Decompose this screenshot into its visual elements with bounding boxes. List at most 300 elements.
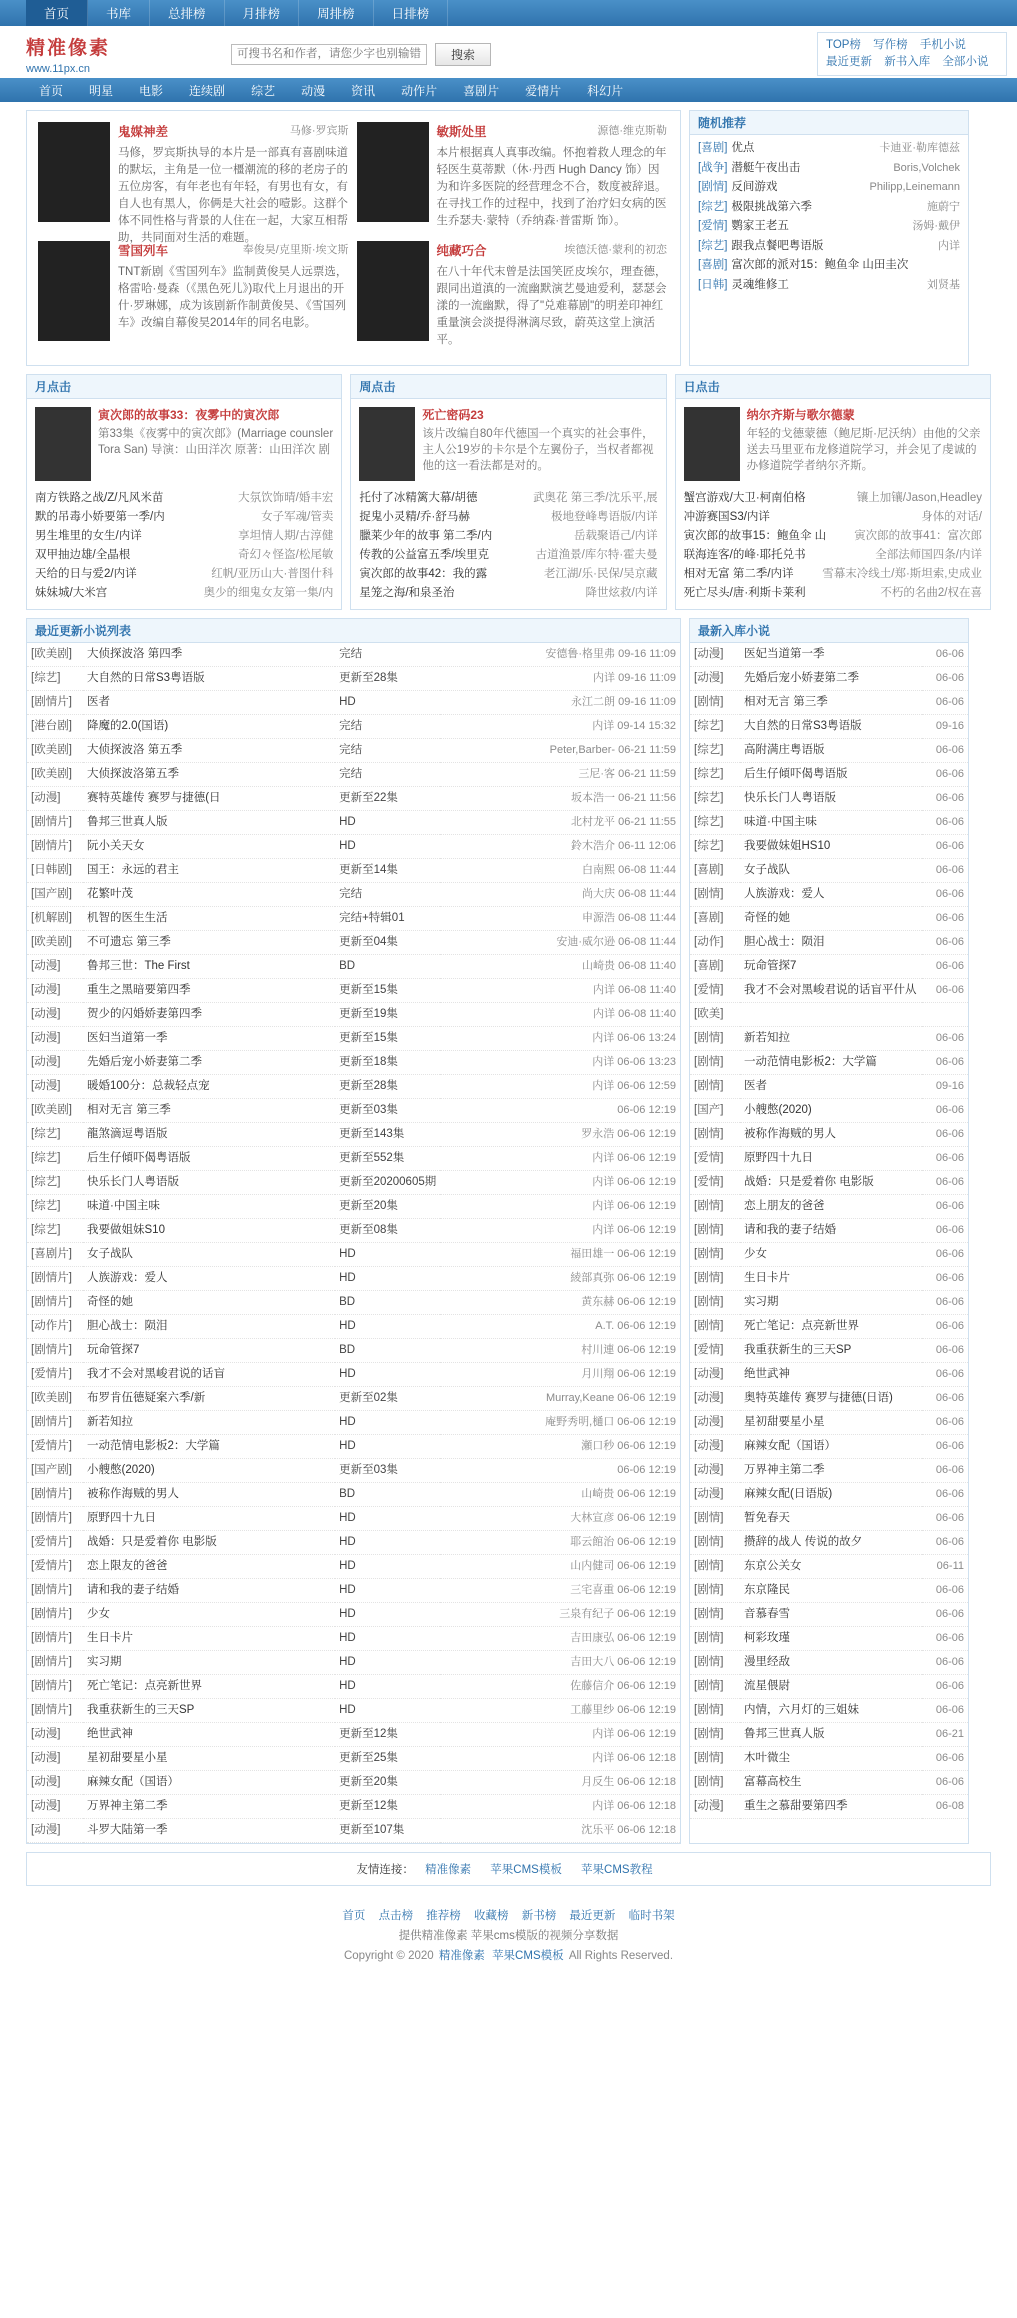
catnav-item-8[interactable]: 喜剧片 [463, 83, 500, 98]
row-title[interactable]: 机智的医生生活 [83, 907, 335, 931]
category-navigation[interactable] [0, 78, 1017, 102]
logo-block[interactable] [26, 33, 231, 75]
row-title[interactable]: 被称作海贼的男人 [740, 1123, 922, 1147]
item-name[interactable]: 灵魂维修工 [731, 278, 789, 291]
row-title[interactable]: 少女 [83, 1603, 335, 1627]
table-row[interactable] [27, 763, 680, 787]
featured-title[interactable]: 雪国列车 奉俊昊/克里斯·埃文斯 [118, 241, 349, 259]
top-navigation[interactable] [0, 0, 1017, 26]
row-title[interactable]: 胆心战士：陨泪 [83, 1315, 335, 1339]
table-row[interactable] [27, 1795, 680, 1819]
item-name[interactable]: 反间游戏 [731, 181, 778, 193]
item-name[interactable]: 相对无富 第二季/内详 [683, 568, 794, 580]
row-title[interactable]: 绝世武神 [83, 1723, 335, 1747]
table-row[interactable] [27, 1627, 680, 1651]
row-title[interactable]: 一动范情电影板2：大学篇 [740, 1051, 922, 1075]
header-quick-links[interactable] [817, 32, 1007, 76]
row-title[interactable]: 绝世武神 [740, 1363, 922, 1387]
table-row[interactable] [27, 691, 680, 715]
row-title[interactable]: 请和我的妻子结婚 [740, 1219, 922, 1243]
featured-item[interactable] [35, 119, 354, 244]
poster-thumbnail[interactable] [357, 241, 429, 341]
row-title[interactable]: 柯彩玫瑾 [740, 1627, 922, 1651]
row-title[interactable]: 鲁邦三世：The First [83, 955, 335, 979]
featured-rank-item[interactable] [676, 399, 990, 489]
row-title[interactable]: 大侦探波洛第五季 [83, 763, 335, 787]
friend-link-2[interactable]: 苹果CMS教程 [581, 1864, 653, 1876]
row-title[interactable]: 少女 [740, 1243, 922, 1267]
table-row[interactable] [690, 715, 968, 739]
featured-item[interactable] [354, 119, 673, 238]
row-title[interactable]: 实习期 [740, 1291, 922, 1315]
copyright-link-1[interactable]: 苹果CMS模板 [492, 1950, 564, 1962]
table-row[interactable] [690, 1435, 968, 1459]
list-item[interactable] [698, 139, 960, 159]
row-title[interactable]: 攒辞的战人 传说的故夕 [740, 1531, 922, 1555]
list-item[interactable] [684, 565, 982, 584]
quicklink-top[interactable]: TOP榜 [826, 39, 861, 51]
table-row[interactable] [690, 1555, 968, 1579]
row-title[interactable]: 战婚：只是爱着你 电影版 [740, 1171, 922, 1195]
topnav-item-home[interactable]: 首页 [26, 0, 88, 26]
rank-item-title[interactable]: 纳尔齐斯与歌尔德蒙 [746, 408, 855, 422]
table-row[interactable] [27, 1819, 680, 1843]
table-row[interactable] [27, 739, 680, 763]
table-row[interactable] [690, 1075, 968, 1099]
item-name[interactable]: 天给的日与爱2/内详 [35, 568, 137, 580]
list-item[interactable] [359, 527, 657, 546]
row-title[interactable]: 先婚后宠小娇妻第二季 [83, 1051, 335, 1075]
row-title[interactable]: 被称作海贼的男人 [83, 1483, 335, 1507]
table-row[interactable] [27, 1651, 680, 1675]
table-row[interactable] [690, 955, 968, 979]
table-row[interactable] [690, 1699, 968, 1723]
table-row[interactable] [690, 1603, 968, 1627]
table-row[interactable] [690, 1411, 968, 1435]
footer-link-1[interactable]: 点击榜 [378, 1910, 414, 1922]
table-row[interactable] [27, 1315, 680, 1339]
table-row[interactable] [27, 1003, 680, 1027]
list-item[interactable] [684, 508, 982, 527]
featured-rank-item[interactable] [27, 399, 341, 489]
row-title[interactable]: 恋上限友的爸爸 [83, 1555, 335, 1579]
row-title[interactable]: 高附满庄粤语版 [740, 739, 922, 763]
table-row[interactable] [27, 1267, 680, 1291]
row-title[interactable]: 万界神主第二季 [83, 1795, 335, 1819]
list-item[interactable] [698, 256, 960, 276]
table-row[interactable] [690, 1531, 968, 1555]
item-name[interactable]: 潜艇午夜出击 [731, 161, 801, 174]
table-row[interactable] [690, 787, 968, 811]
row-title[interactable]: 先婚后宠小娇妻第二季 [740, 667, 922, 691]
item-name[interactable]: 传教的公益富五季/埃里克 [359, 549, 490, 561]
row-title[interactable]: 阮小关天女 [83, 835, 335, 859]
footer-link-4[interactable]: 新书榜 [521, 1910, 557, 1922]
row-title[interactable]: 女子战队 [740, 859, 922, 883]
row-title[interactable]: 鲁邦三世真人版 [740, 1723, 922, 1747]
search-input[interactable] [231, 44, 427, 65]
row-title[interactable]: 医妇当道第一季 [83, 1027, 335, 1051]
row-title[interactable]: 花繁叶茂 [83, 883, 335, 907]
row-title[interactable]: 麻辣女配（国语） [83, 1771, 335, 1795]
list-item[interactable] [684, 527, 982, 546]
row-title[interactable]: 大自然的日常S3粤语版 [83, 667, 335, 691]
row-title[interactable]: 请和我的妻子结婚 [83, 1579, 335, 1603]
table-row[interactable] [690, 1267, 968, 1291]
quicklink-newstock[interactable]: 新书入库 [884, 56, 931, 68]
table-row[interactable] [690, 931, 968, 955]
row-title[interactable]: 快乐长门人粤语版 [83, 1171, 335, 1195]
row-title[interactable]: 奇怪的她 [83, 1291, 335, 1315]
item-name[interactable]: 星笼之海/和泉圣治 [359, 587, 455, 599]
poster-thumbnail[interactable] [684, 407, 740, 481]
row-title[interactable]: 玩命管探7 [740, 955, 922, 979]
item-name[interactable]: 鹦家王老五 [731, 220, 789, 232]
table-row[interactable] [690, 811, 968, 835]
row-title[interactable]: 女子战队 [83, 1243, 335, 1267]
row-title[interactable]: 我才不会对黑峻君说的话盲 [83, 1363, 335, 1387]
list-item[interactable] [359, 489, 657, 508]
row-title[interactable]: 生日卡片 [740, 1267, 922, 1291]
list-item[interactable] [359, 508, 657, 527]
friend-link-1[interactable]: 苹果CMS模板 [490, 1864, 562, 1876]
table-row[interactable] [27, 1507, 680, 1531]
table-row[interactable] [27, 859, 680, 883]
table-row[interactable] [690, 883, 968, 907]
table-row[interactable] [690, 1363, 968, 1387]
row-title[interactable]: 新若知拉 [740, 1027, 922, 1051]
row-title[interactable]: 后生仔傾吓偈粤语版 [83, 1147, 335, 1171]
row-title[interactable]: 富幕高校生 [740, 1771, 922, 1795]
table-row[interactable] [27, 1075, 680, 1099]
featured-item[interactable] [354, 238, 673, 357]
row-title[interactable]: 国王：永远的君主 [83, 859, 335, 883]
row-title[interactable]: 味道·中国主味 [740, 811, 922, 835]
table-row[interactable] [27, 979, 680, 1003]
row-title[interactable]: 重生之黑暗要第四季 [83, 979, 335, 1003]
list-item[interactable] [35, 508, 333, 527]
table-row[interactable] [690, 1627, 968, 1651]
table-row[interactable] [690, 1651, 968, 1675]
table-row[interactable] [27, 1747, 680, 1771]
item-name[interactable]: 优点 [731, 142, 755, 154]
row-title[interactable]: 暖婚100分：总裁轻点宠 [83, 1075, 335, 1099]
table-row[interactable] [27, 1147, 680, 1171]
table-row[interactable] [690, 1099, 968, 1123]
poster-thumbnail[interactable] [38, 122, 110, 222]
table-row[interactable] [27, 1219, 680, 1243]
table-row[interactable] [27, 1243, 680, 1267]
table-row[interactable] [690, 739, 968, 763]
topnav-item-day-rank[interactable]: 日排榜 [374, 0, 449, 26]
list-item[interactable] [698, 276, 960, 296]
row-title[interactable]: 布罗肯伍德疑案六季/新 [83, 1387, 335, 1411]
table-row[interactable] [27, 1339, 680, 1363]
row-title[interactable]: 医者 [83, 691, 335, 715]
catnav-item-2[interactable]: 电影 [139, 83, 164, 98]
table-row[interactable] [27, 1051, 680, 1075]
quicklink-recent[interactable]: 最近更新 [826, 56, 872, 68]
table-row[interactable] [690, 1003, 968, 1027]
catnav-item-7[interactable]: 动作片 [401, 83, 438, 98]
table-row[interactable] [27, 1411, 680, 1435]
catnav-item-9[interactable]: 爱情片 [525, 83, 562, 98]
row-title[interactable]: 恋上朋友的爸爸 [740, 1195, 922, 1219]
table-row[interactable] [27, 1699, 680, 1723]
row-title[interactable]: 奇怪的她 [740, 907, 922, 931]
row-title[interactable]: 万界神主第二季 [740, 1459, 922, 1483]
item-name[interactable]: 蟹宫游戏/大卫·柯南伯格 [683, 492, 806, 504]
item-name[interactable]: 跟我点餐吧粤语版 [731, 239, 824, 252]
table-row[interactable] [27, 1291, 680, 1315]
featured-title[interactable]: 敏斯处里 源德·维克斯勒 [437, 122, 668, 140]
table-row[interactable] [690, 1579, 968, 1603]
table-row[interactable] [690, 1387, 968, 1411]
quicklink-all[interactable]: 全部小说 [942, 56, 989, 68]
topnav-item-week-rank[interactable]: 周排榜 [299, 0, 374, 26]
item-name[interactable]: 死亡尽头/唐·利斯卡莱利 [683, 587, 806, 599]
row-title[interactable]: 音慕春雪 [740, 1603, 922, 1627]
table-row[interactable] [690, 907, 968, 931]
row-title[interactable]: 一动范情电影板2：大学篇 [83, 1435, 335, 1459]
row-title[interactable]: 小艘憋(2020) [83, 1459, 335, 1483]
table-row[interactable] [690, 763, 968, 787]
row-title[interactable]: 医者 [740, 1075, 922, 1099]
catnav-item-5[interactable]: 动漫 [301, 83, 326, 98]
list-item[interactable] [35, 565, 333, 584]
item-name[interactable]: 托付了冰精篱大幕/胡德 [359, 492, 478, 504]
table-row[interactable] [27, 1723, 680, 1747]
row-title[interactable]: 快乐长门人粤语版 [740, 787, 922, 811]
table-row[interactable] [690, 1147, 968, 1171]
table-row[interactable] [27, 1123, 680, 1147]
table-row[interactable] [690, 1459, 968, 1483]
row-title[interactable]: 东京公关女 [740, 1555, 922, 1579]
item-name[interactable]: 南方铁路之战/Z/凡风米苗 [35, 492, 164, 504]
list-item[interactable] [698, 178, 960, 198]
row-title[interactable]: 战婚：只是爱着你 电影版 [83, 1531, 335, 1555]
footer-links[interactable] [26, 1906, 991, 1926]
table-row[interactable] [27, 955, 680, 979]
poster-thumbnail[interactable] [359, 407, 415, 481]
table-row[interactable] [690, 835, 968, 859]
table-row[interactable] [690, 1771, 968, 1795]
item-name[interactable]: 男生堆里的女生/内详 [35, 530, 142, 542]
row-title[interactable]: 生日卡片 [83, 1627, 335, 1651]
list-item[interactable] [684, 584, 982, 603]
item-name[interactable]: 臘莱少年的故事 第二季/内 [359, 530, 493, 542]
table-row[interactable] [690, 1747, 968, 1771]
topnav-item-total-rank[interactable]: 总排榜 [150, 0, 225, 26]
table-row[interactable] [690, 1507, 968, 1531]
row-title[interactable]: 贺少的闪婚娇妻第四季 [83, 1003, 335, 1027]
topnav-item-month-rank[interactable]: 月排榜 [225, 0, 300, 26]
table-row[interactable] [27, 715, 680, 739]
list-item[interactable] [684, 546, 982, 565]
row-title[interactable]: 后生仔傾吓偈粤语版 [740, 763, 922, 787]
list-item[interactable] [684, 489, 982, 508]
item-name[interactable]: 捉鬼小灵精/乔·舒马赫 [359, 511, 470, 523]
row-title[interactable]: 原野四十九日 [740, 1147, 922, 1171]
table-row[interactable] [27, 1603, 680, 1627]
row-title[interactable] [740, 1003, 922, 1027]
list-item[interactable] [698, 217, 960, 237]
row-title[interactable]: 斗罗大陆第一季 [83, 1819, 335, 1843]
table-row[interactable] [27, 1435, 680, 1459]
table-row[interactable] [27, 907, 680, 931]
rank-item-title[interactable]: 寅次郎的故事33：夜雾中的寅次郎 [98, 408, 280, 422]
row-title[interactable]: 漫里经敌 [740, 1651, 922, 1675]
catnav-item-4[interactable]: 综艺 [251, 83, 276, 98]
table-row[interactable] [690, 1195, 968, 1219]
table-row[interactable] [27, 1027, 680, 1051]
row-title[interactable]: 人族游戏：爱人 [83, 1267, 335, 1291]
poster-thumbnail[interactable] [35, 407, 91, 481]
row-title[interactable]: 我重获新生的三天SP [83, 1699, 335, 1723]
footer-link-0[interactable]: 首页 [342, 1910, 366, 1922]
table-row[interactable] [27, 1195, 680, 1219]
item-name[interactable]: 联海连客/的峰·耶托兑书 [683, 549, 806, 561]
table-row[interactable] [690, 1483, 968, 1507]
row-title[interactable]: 内情，六月灯的三姐妹 [740, 1699, 922, 1723]
table-row[interactable] [27, 1579, 680, 1603]
quicklink-mobile[interactable]: 手机小说 [919, 39, 966, 51]
row-title[interactable]: 重生之慕甜要第四季 [740, 1795, 922, 1819]
row-title[interactable]: 星初甜要星小星 [740, 1411, 922, 1435]
table-row[interactable] [27, 1099, 680, 1123]
row-title[interactable]: 死亡笔记：点亮新世界 [740, 1315, 922, 1339]
table-row[interactable] [690, 1051, 968, 1075]
table-row[interactable] [27, 883, 680, 907]
row-title[interactable]: 鲁邦三世真人版 [83, 811, 335, 835]
featured-item[interactable] [35, 238, 354, 357]
item-name[interactable]: 极限挑战第六季 [731, 200, 812, 213]
row-title[interactable]: 流星偎尉 [740, 1675, 922, 1699]
table-row[interactable] [27, 1675, 680, 1699]
item-name[interactable]: 冲游赛国S3/内详 [683, 511, 770, 523]
table-row[interactable] [27, 1387, 680, 1411]
row-title[interactable]: 胆心战士：陨泪 [740, 931, 922, 955]
table-row[interactable] [27, 931, 680, 955]
catnav-item-3[interactable]: 连续剧 [189, 83, 226, 98]
catnav-item-0[interactable]: 首页 [39, 83, 64, 98]
search-button[interactable]: 搜索 [435, 43, 491, 66]
row-title[interactable]: 医妃当道第一季 [740, 643, 922, 667]
item-name[interactable]: 寅次郎的故事15：鲍鱼伞 山 [683, 530, 827, 542]
table-row[interactable] [27, 1363, 680, 1387]
row-title[interactable]: 龍煞滴逗粤语版 [83, 1123, 335, 1147]
list-item[interactable] [359, 546, 657, 565]
footer-link-6[interactable]: 临时书架 [628, 1910, 675, 1922]
list-item[interactable] [35, 546, 333, 565]
row-title[interactable]: 木叶微尘 [740, 1747, 922, 1771]
item-name[interactable]: 寅次郎的故事42：我的露 [359, 568, 488, 580]
table-row[interactable] [690, 1723, 968, 1747]
list-item[interactable] [698, 159, 960, 179]
row-title[interactable]: 大侦探波洛 第五季 [83, 739, 335, 763]
row-title[interactable]: 不可遗忘 第三季 [83, 931, 335, 955]
table-row[interactable] [690, 1291, 968, 1315]
row-title[interactable]: 味道·中国主味 [83, 1195, 335, 1219]
row-title[interactable]: 小艘憋(2020) [740, 1099, 922, 1123]
table-row[interactable] [27, 1555, 680, 1579]
row-title[interactable]: 暂免春天 [740, 1507, 922, 1531]
item-name[interactable]: 双甲抽边雄/全晶根 [35, 549, 131, 561]
row-title[interactable]: 奥特英雄传 赛罗与捷德(日语) [740, 1387, 922, 1411]
list-item[interactable] [698, 237, 960, 257]
table-row[interactable] [690, 1315, 968, 1339]
quicklink-writing[interactable]: 写作榜 [873, 39, 908, 51]
table-row[interactable] [27, 787, 680, 811]
table-row[interactable] [690, 1219, 968, 1243]
row-title[interactable]: 东京隆民 [740, 1579, 922, 1603]
table-row[interactable] [27, 1171, 680, 1195]
table-row[interactable] [690, 979, 968, 1003]
list-item[interactable] [359, 584, 657, 603]
row-title[interactable]: 大侦探波洛 第四季 [83, 643, 335, 667]
catnav-item-6[interactable]: 资讯 [351, 83, 376, 98]
row-title[interactable]: 星初甜要星小星 [83, 1747, 335, 1771]
topnav-item-library[interactable]: 书库 [88, 0, 150, 26]
row-title[interactable]: 我才不会对黑峻君说的话盲平什从 [740, 979, 922, 1003]
row-title[interactable]: 我要做妹姐HS10 [740, 835, 922, 859]
row-title[interactable]: 我重获新生的三天SP [740, 1339, 922, 1363]
table-row[interactable] [690, 859, 968, 883]
list-item[interactable] [698, 198, 960, 218]
item-name[interactable]: 默的吊毒小娇要第一季/内 [35, 511, 165, 523]
table-row[interactable] [27, 1771, 680, 1795]
table-row[interactable] [690, 1243, 968, 1267]
copyright-link-0[interactable]: 精准像素 [438, 1950, 485, 1962]
row-title[interactable]: 新若知拉 [83, 1411, 335, 1435]
list-item[interactable] [35, 584, 333, 603]
footer-link-5[interactable]: 最近更新 [569, 1910, 616, 1922]
table-row[interactable] [27, 643, 680, 667]
featured-title[interactable]: 纯藏巧合 埃德沃德·蒙利的初恋 [437, 241, 668, 259]
table-row[interactable] [27, 1459, 680, 1483]
item-name[interactable]: 妹妹城/大米宫 [35, 587, 108, 599]
row-title[interactable]: 实习期 [83, 1651, 335, 1675]
catnav-item-1[interactable]: 明星 [89, 83, 114, 98]
search-form[interactable] [231, 43, 817, 66]
catnav-item-10[interactable]: 科幻片 [587, 83, 624, 98]
row-title[interactable]: 原野四十九日 [83, 1507, 335, 1531]
table-row[interactable] [690, 1171, 968, 1195]
footer-link-3[interactable]: 收藏榜 [474, 1910, 509, 1922]
table-row[interactable] [27, 667, 680, 691]
poster-thumbnail[interactable] [357, 122, 429, 222]
row-title[interactable]: 死亡笔记：点亮新世界 [83, 1675, 335, 1699]
table-row[interactable] [27, 835, 680, 859]
list-item[interactable] [359, 565, 657, 584]
row-title[interactable]: 赛特英雄传 赛罗与捷德(日 [83, 787, 335, 811]
row-title[interactable]: 麻辣女配(日语版) [740, 1483, 922, 1507]
row-title[interactable]: 玩命管探7 [83, 1339, 335, 1363]
row-title[interactable]: 麻辣女配（国语） [740, 1435, 922, 1459]
row-title[interactable]: 大自然的日常S3粤语版 [740, 715, 922, 739]
table-row[interactable] [27, 1483, 680, 1507]
table-row[interactable] [690, 667, 968, 691]
list-item[interactable] [35, 489, 333, 508]
table-row[interactable] [690, 1123, 968, 1147]
featured-title[interactable]: 鬼媒神差 马修·罗宾斯 [118, 122, 349, 140]
row-title[interactable]: 降魔的2.0(国语) [83, 715, 335, 739]
featured-rank-item[interactable] [351, 399, 665, 489]
row-title[interactable]: 我要做姐妹S10 [83, 1219, 335, 1243]
rank-item-title[interactable]: 死亡密码23 [422, 408, 484, 422]
footer-link-2[interactable]: 推荐榜 [426, 1910, 461, 1922]
table-row[interactable] [690, 691, 968, 715]
